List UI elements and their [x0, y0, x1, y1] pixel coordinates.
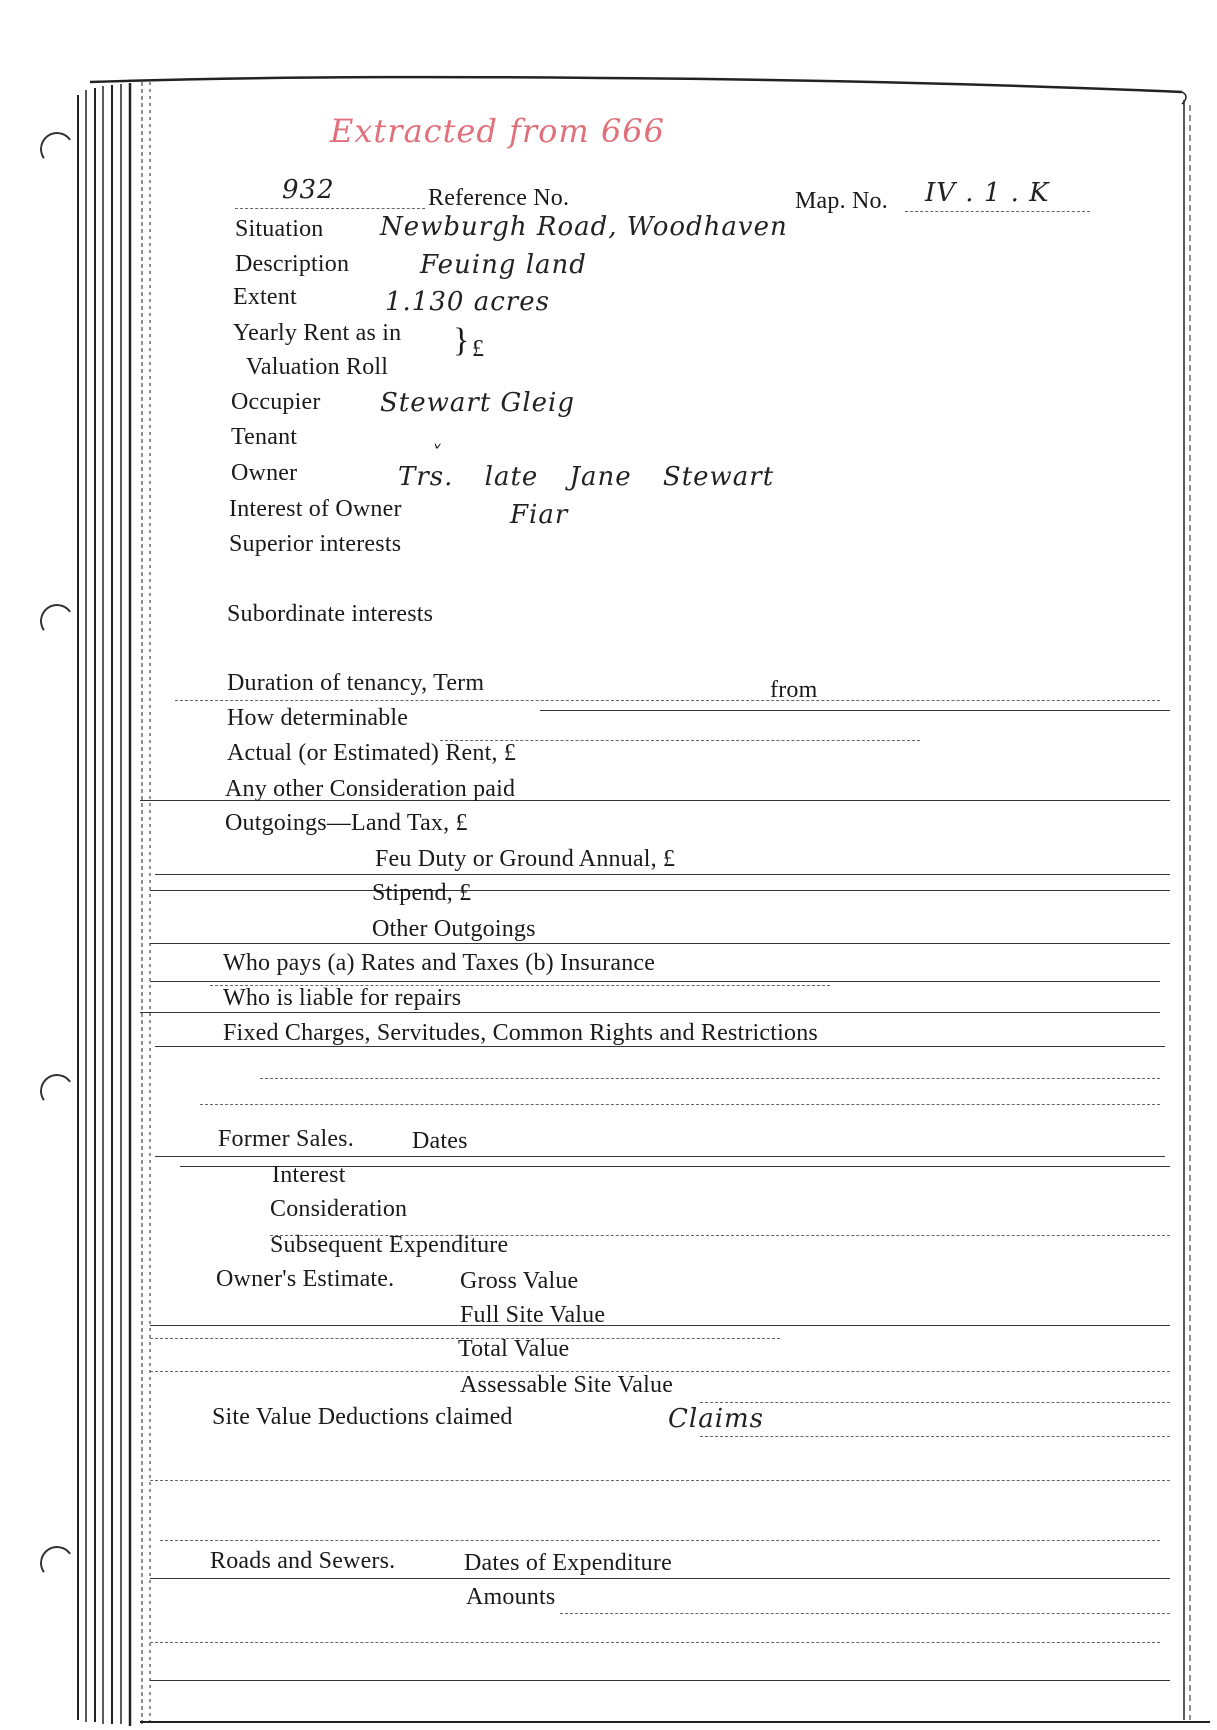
duration-label: Duration of tenancy, Term: [227, 670, 485, 696]
claims-value: Claims: [668, 1404, 765, 1434]
yearly-rent-label: Yearly Rent as in: [233, 320, 402, 346]
rule-line: [560, 1613, 1170, 1614]
brace-mark: }: [453, 322, 470, 359]
red-annotation: Extracted from 666: [330, 112, 666, 150]
how-determinable-label: How determinable: [227, 705, 409, 731]
description-value: Feuing land: [420, 250, 587, 280]
other-consideration-label: Any other Consideration paid: [225, 776, 516, 802]
duration-from-label: from: [770, 677, 818, 703]
situation-label: Situation: [235, 216, 324, 242]
map-dotted-line: [905, 211, 1090, 212]
former-sales-dates-label: Dates: [412, 1128, 468, 1154]
rule-line: [700, 1436, 1170, 1437]
interest-of-owner-label: Interest of Owner: [229, 496, 402, 522]
site-value-deductions-label: Site Value Deductions claimed: [212, 1404, 513, 1430]
rule-line: [700, 1402, 1170, 1403]
tenant-value: ˬ: [433, 424, 444, 448]
description-label: Description: [235, 251, 350, 277]
rule-line: [150, 943, 1170, 944]
gross-value-label: Gross Value: [460, 1268, 579, 1294]
rule-line: [150, 981, 1160, 982]
dates-of-expenditure-label: Dates of Expenditure: [464, 1550, 672, 1576]
other-outgoings-label: Other Outgoings: [372, 916, 536, 942]
owners-estimate-label: Owner's Estimate.: [216, 1266, 395, 1292]
interest-of-owner-value: Fiar: [510, 500, 569, 530]
full-site-value-label: Full Site Value: [460, 1302, 606, 1328]
feu-duty-label: Feu Duty or Ground Annual, £: [375, 846, 676, 872]
interest-label: Interest: [272, 1162, 346, 1188]
rule-line: [140, 1012, 1160, 1013]
rule-line: [150, 1642, 1160, 1643]
rule-line: [155, 1156, 1165, 1157]
tenant-label: Tenant: [231, 424, 298, 450]
superior-interests-label: Superior interests: [229, 531, 402, 557]
repairs-label: Who is liable for repairs: [223, 985, 462, 1011]
reference-dotted-line: [235, 208, 425, 209]
rule-line: [175, 700, 1160, 701]
amounts-label: Amounts: [466, 1584, 556, 1610]
who-pays-label: Who pays (a) Rates and Taxes (b) Insurance: [223, 950, 656, 976]
extent-value: 1.130 acres: [385, 287, 550, 317]
occupier-label: Occupier: [231, 389, 321, 415]
subordinate-interests-label: Subordinate interests: [227, 601, 434, 627]
land-tax-label: Outgoings—Land Tax, £: [225, 810, 468, 836]
consideration-label: Consideration: [270, 1196, 408, 1222]
reference-number: 932: [282, 175, 335, 205]
actual-rent-label: Actual (or Estimated) Rent, £: [227, 740, 517, 766]
map-label: Map. No.: [795, 188, 888, 214]
rule-line: [540, 710, 1170, 711]
rule-line: [160, 1540, 1160, 1541]
rule-line: [150, 1480, 1170, 1481]
rule-line: [260, 1078, 1160, 1079]
map-number: IV . 1 . K: [925, 178, 1050, 208]
rule-line: [150, 890, 1170, 891]
extent-label: Extent: [233, 284, 297, 310]
rule-line: [200, 1104, 1160, 1105]
owner-label: Owner: [231, 460, 298, 486]
fixed-charges-label: Fixed Charges, Servitudes, Common Rights and Restrictions: [223, 1020, 818, 1046]
rule-line: [155, 874, 1170, 875]
rule-line: [150, 1325, 1170, 1326]
valuation-roll-label: Valuation Roll: [246, 354, 389, 380]
owner-value: Trs. late Jane Stewart: [398, 462, 775, 492]
occupier-value: Stewart Gleig: [380, 388, 575, 418]
yearly-rent-currency: £: [472, 336, 485, 362]
rule-line: [150, 1680, 1170, 1681]
roads-and-sewers-label: Roads and Sewers.: [210, 1548, 396, 1574]
reference-label: Reference No.: [428, 185, 570, 211]
former-sales-label: Former Sales.: [218, 1126, 354, 1152]
total-value-label: Total Value: [458, 1336, 570, 1362]
assessable-site-value-label: Assessable Site Value: [460, 1372, 674, 1398]
situation-value: Newburgh Road, Woodhaven: [380, 212, 788, 242]
stipend-label: Stipend, £: [372, 880, 472, 906]
subsequent-expenditure-label: Subsequent Expenditure: [270, 1232, 509, 1258]
rule-line: [150, 1578, 1170, 1579]
